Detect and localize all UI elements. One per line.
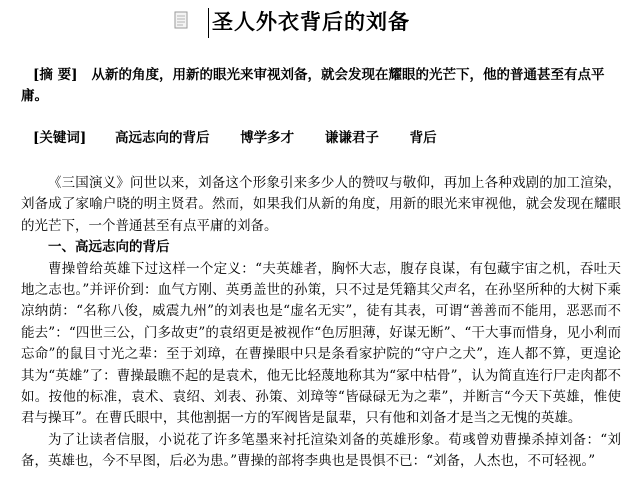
keywords-label: [关键词] bbox=[33, 130, 87, 146]
keyword-item: 背后 bbox=[409, 130, 437, 146]
document-body[interactable] bbox=[21, 173, 621, 473]
intro-paragraph: 《三国演义》问世以来，刘备这个形象引来多少人的赞叹与敬仰，再加上各种戏剧的加工渲染，刘备成了家喻户晓的明主贤君。然而，如果我们从新的角度，用新的眼光来审视他，就会发现在耀眼的光芒下，一个普通甚至有点平庸的刘备。 bbox=[21, 175, 621, 234]
document-icon bbox=[174, 11, 188, 29]
keywords-line[interactable] bbox=[33, 128, 633, 148]
document-title[interactable]: 圣人外衣背后的刘备 bbox=[212, 9, 410, 34]
abstract-paragraph[interactable] bbox=[21, 65, 621, 107]
body-paragraph: 为了让读者信服，小说花了许多笔墨来衬托渲染刘备的英雄形象。荀彧曾劝曹操杀掉刘备：“刘备，英雄也，今不早图，后必为患。”曹操的部将李典也是畏惧不已：“刘备，人杰也，不可轻视。” bbox=[21, 431, 621, 470]
keyword-item: 博学多才 bbox=[240, 130, 295, 146]
text-cursor bbox=[208, 8, 209, 38]
abstract-label: [摘 要] bbox=[33, 67, 78, 83]
keyword-item: 谦谦君子 bbox=[324, 130, 379, 146]
body-paragraph: 曹操曾给英雄下过这样一个定义：“夫英雄者，胸怀大志，腹存良谋，有包藏宇宙之机，吞吐天地之志也。”并评价到：血气方刚、英勇盖世的孙策，只不过是凭籍其父声名，在孙坚所种的大树下乘凉纳荫：“名称八俊，威震九州”的刘表也是“虚名无实”，徒有其表，可谓“善善而不能用，恶恶而不能去”：“四世三公，门多故吏”的袁绍更是被视作“色厉胆薄，好谋无断”、“干大事而惜身，见小利而忘命”的鼠目寸光之辈：至于刘璋，在曹操眼中只是条看家护院的“守户之犬”，连人都不算，更遑论其为“英雄”了：曹操最瞧不起的是袁术，他无比轻蔑地称其为“冢中枯骨”，认为简直连行尸走肉都不如。按他的标准，袁术、袁绍、刘表、孙策、刘璋等“皆碌碌无为之辈”，并断言“今天下英雄，惟使君与操耳”。在曹氏眼中，其他割据一方的军阀皆是鼠辈，只有他和刘备才是当之无愧的英雄。 bbox=[21, 260, 621, 427]
abstract-text: 从新的角度，用新的眼光来审视刘备，就会发现在耀眼的光芒下，他的普通甚至有点平庸。 bbox=[21, 67, 605, 104]
keyword-item: 高远志向的背后 bbox=[114, 130, 210, 146]
section-heading: 一、高远志向的背后 bbox=[48, 239, 170, 256]
